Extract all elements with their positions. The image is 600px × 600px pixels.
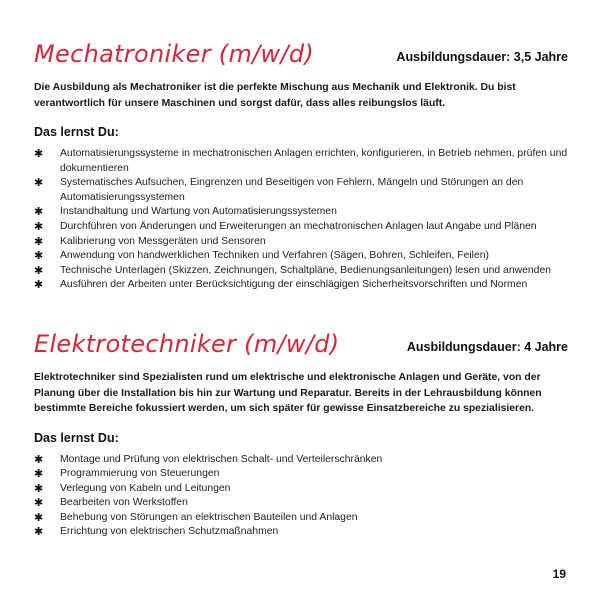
list-item-text: Verlegung von Kabeln und Leitungen (60, 482, 231, 494)
page-number: 19 (552, 567, 566, 581)
list-item (34, 147, 570, 176)
list-item-text: Automatisierungssysteme in mechatronischen Anlagen errichten, konfigurieren, in Betrieb nehmen, prüfen und dokumentieren (60, 148, 568, 174)
job-title: Mechatroniker (m/w/d) (34, 40, 315, 68)
section-elektrotechniker (34, 330, 570, 540)
list-item-text: Kalibrierung von Messgeräten und Sensoren (60, 235, 266, 247)
list-item (34, 496, 570, 511)
list-item (34, 467, 570, 482)
title-row (34, 40, 570, 80)
asterisk-bullet-icon: ✱ (34, 219, 44, 233)
asterisk-bullet-icon: ✱ (34, 452, 44, 466)
task-list (34, 147, 570, 293)
asterisk-bullet-icon: ✱ (34, 278, 44, 292)
list-item-text: Montage und Prüfung von elektrischen Schalt- und Verteilerschränken (60, 453, 383, 465)
list-item-text: Ausführen der Arbeiten unter Berücksichtigung der einschlägigen Sicherheitsvorschriften und Normen (60, 279, 528, 291)
section-mechatroniker (34, 40, 570, 293)
learn-heading: Das lernst Du: (34, 430, 119, 445)
intro-text: Elektrotechniker sind Spezialisten rund um elektrische und elektronische Anlagen und Geräte, von der Planung über die Installation bis hin zur Wartung und Reparatur. Bereits in der Lehrausbildung können bestimmte Bereiche fokussiert werden, um sich später für gewisse Einsatzbereiche zu spezialisieren. (34, 372, 542, 414)
list-item (34, 176, 570, 205)
list-item (34, 278, 570, 293)
list-item-text: Systematisches Aufsuchen, Eingrenzen und Beseitigen von Fehlern, Mängeln und Störungen an den Automatisierungssystemen (60, 177, 524, 203)
list-item-text: Behebung von Störungen an elektrischen Bauteilen und Anlagen (60, 511, 358, 523)
intro-text: Die Ausbildung als Mechatroniker ist die perfekte Mischung aus Mechanik und Elektronik. Du bist verantwortlich für unsere Maschinen und sorgst dafür, dass alles reibungslos läuft. (34, 82, 516, 109)
asterisk-bullet-icon: ✱ (34, 176, 44, 190)
asterisk-bullet-icon: ✱ (34, 249, 44, 263)
list-item-text: Technische Unterlagen (Skizzen, Zeichnungen, Schaltpläne, Bedienungsanleitungen) lesen und anwenden (60, 264, 552, 276)
asterisk-bullet-icon: ✱ (34, 510, 44, 524)
list-item-text: Anwendung von handwerklichen Techniken und Verfahren (Sägen, Bohren, Schleifen, Feilen) (60, 250, 489, 262)
list-item-text: Durchführen von Änderungen und Erweiterungen an mechatronischen Anlagen laut Angabe und Plänen (60, 220, 537, 232)
asterisk-bullet-icon: ✱ (34, 263, 44, 277)
asterisk-bullet-icon: ✱ (34, 496, 44, 510)
training-duration: Ausbildungsdauer: 3,5 Jahre (396, 50, 568, 64)
list-item (34, 220, 570, 235)
list-item-text: Programmierung von Steuerungen (60, 468, 220, 480)
task-list (34, 453, 570, 541)
list-item (34, 511, 570, 526)
asterisk-bullet-icon: ✱ (34, 147, 44, 160)
training-duration: Ausbildungsdauer: 4 Jahre (406, 340, 568, 354)
list-item (34, 249, 570, 264)
list-item (34, 453, 570, 468)
list-item (34, 525, 570, 540)
list-item (34, 235, 570, 250)
list-item-text: Bearbeiten von Werkstoffen (60, 497, 188, 509)
asterisk-bullet-icon: ✱ (34, 467, 44, 481)
learn-heading: Das lernst Du: (34, 125, 119, 139)
title-row (34, 330, 570, 370)
asterisk-bullet-icon: ✱ (34, 234, 44, 248)
list-item (34, 205, 570, 220)
asterisk-bullet-icon: ✱ (34, 525, 44, 539)
list-item-text: Errichtung von elektrischen Schutzmaßnahmen (60, 526, 279, 538)
list-item (34, 482, 570, 497)
asterisk-bullet-icon: ✱ (34, 205, 44, 219)
list-item (34, 264, 570, 279)
list-item-text: Instandhaltung und Wartung von Automatisierungssystemen (60, 206, 337, 218)
asterisk-bullet-icon: ✱ (34, 481, 44, 495)
job-title: Elektrotechniker (m/w/d) (34, 330, 340, 358)
